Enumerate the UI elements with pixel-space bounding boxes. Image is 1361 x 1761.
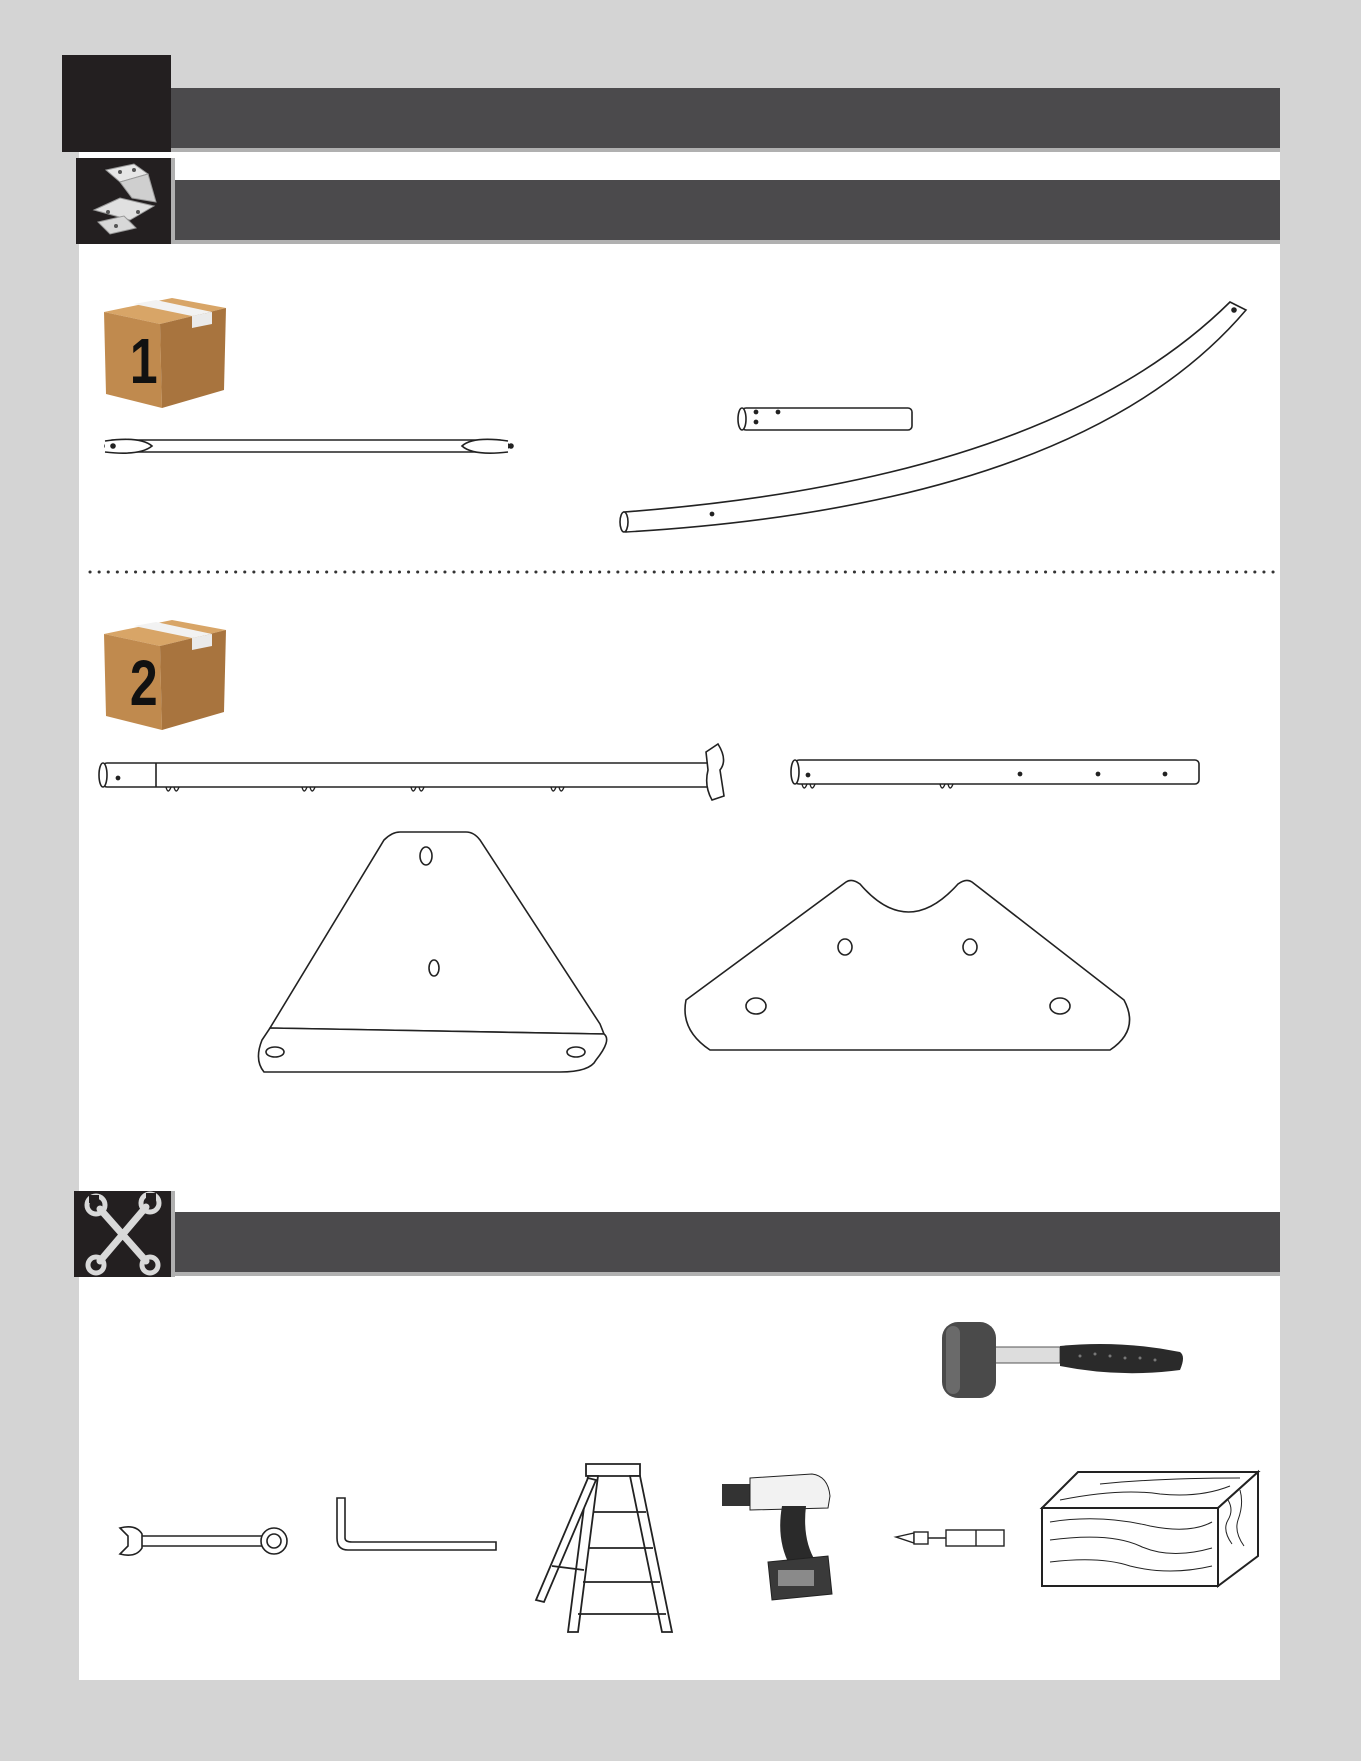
box-1-number: 1 [129, 325, 158, 397]
wood-block-icon [1042, 1472, 1258, 1586]
connector-tube-part [738, 408, 912, 430]
allen-key-icon [337, 1498, 496, 1550]
drill-icon [722, 1474, 832, 1600]
gusset-plate-part [685, 880, 1130, 1050]
wrench-icon [120, 1527, 287, 1555]
curved-tube-part [620, 302, 1246, 532]
long-leg-tube-part [99, 744, 724, 800]
mallet-icon [942, 1322, 1183, 1398]
screwdriver-bit-icon [896, 1530, 1004, 1546]
short-leg-tube-part [791, 760, 1199, 788]
brace-tube-part [105, 439, 513, 453]
triangle-base-plate-part [258, 832, 606, 1072]
ladder-icon [536, 1464, 672, 1632]
box-2-number: 2 [129, 647, 158, 719]
